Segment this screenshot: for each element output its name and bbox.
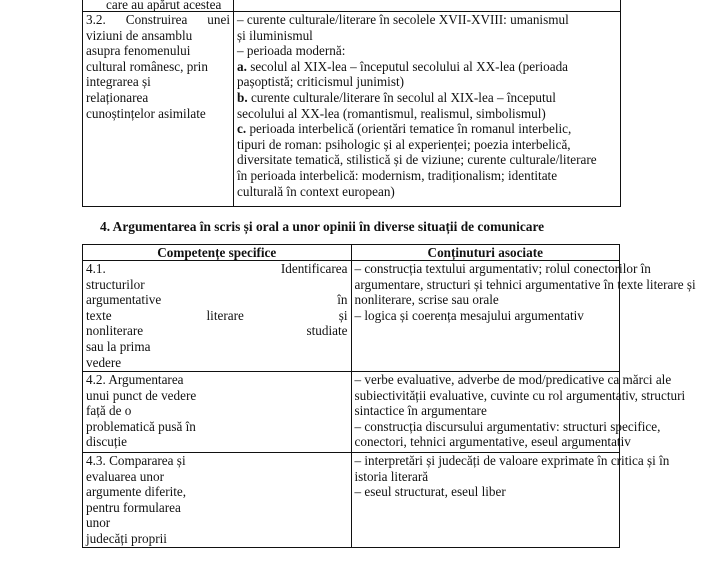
cell-line: integrarea și	[86, 74, 151, 90]
table-row	[83, 0, 621, 12]
content-line: c. perioada interbelică (orientări tematice în romanul interbelic,	[237, 121, 572, 137]
cell-line: texte literare și	[86, 307, 348, 323]
table-row	[83, 261, 620, 372]
content-line: – construcția discursului argumentativ: structuri specifice,	[354, 418, 661, 434]
content-cell	[351, 372, 686, 453]
cell-line: argumente diferite,	[86, 484, 187, 500]
content-line: – logica și coerența mesajului argumentativ	[354, 307, 584, 323]
content-line: istoria literară	[354, 468, 429, 484]
content-line: a. secolul al XIX-lea – începutul secolului al XX-lea (perioada	[237, 58, 569, 74]
cell-line: 4.3. Compararea și	[86, 453, 186, 468]
cell-line: 4.1. Identificarea	[86, 261, 348, 276]
content-line: și iluminismul	[237, 27, 313, 43]
content-line: în perioada interbelică: modernism, tradiționalism; identitate	[237, 167, 558, 183]
content-line: sintactice în argumentare	[354, 403, 487, 419]
section-4-title: 4. Argumentarea în scris și oral a unor opinii în diverse situații de comunicare	[100, 219, 545, 234]
content-line: nonliterare, scrise sau orale	[354, 292, 499, 308]
content-line: – perioada modernă:	[237, 43, 346, 59]
content-line: subiectivității evaluative, cuvinte cu rol argumentativ, structuri	[354, 387, 686, 403]
content-cell	[351, 453, 670, 548]
cell-line: argumentative în	[86, 292, 348, 308]
cell-line: față de o	[86, 403, 132, 419]
content-line: secolului al XX-lea (romantismul, realismul, simbolismul)	[237, 105, 546, 121]
cell-line: problematică pusă în	[86, 418, 196, 434]
cell-line: unui punct de vedere	[86, 387, 197, 403]
content-cell	[234, 12, 621, 207]
cell-line: 4.2. Argumentarea	[86, 372, 184, 387]
content-cell	[234, 0, 621, 12]
table-header-row	[83, 245, 620, 261]
content-line: conectori, tehnici argumentative, eseul argumentativ	[354, 434, 631, 450]
content-line: – eseul structurat, eseul liber	[354, 484, 506, 500]
content-line: argumentare, structuri și tehnici argumentative în texte literare și	[354, 276, 696, 292]
cell-line: vedere	[86, 354, 122, 370]
content-line: diversitate tematică, stilistică și de viziune; curente culturale/literare	[237, 152, 597, 168]
content-cell	[351, 261, 696, 372]
cell-line: judecăți proprii	[86, 530, 167, 546]
cell-line: viziuni de ansamblu	[86, 27, 193, 43]
content-line: pașoptistă; criticismul junimist)	[237, 74, 405, 90]
content-line: – construcția textului argumentativ; rolul conectorilor în	[354, 261, 651, 276]
cell-line: cultural românesc, prin	[86, 58, 208, 74]
cell-line: 3.2. Construirea unei	[86, 12, 230, 27]
cell-line: asupra fenomenului	[86, 43, 191, 59]
competency-cell	[83, 453, 352, 548]
column-header-contents: Conținuturi asociate	[351, 245, 620, 261]
cell-line: care au apărut acestea	[106, 0, 222, 12]
content-line: b. curente culturale/literare în secolul al XIX-lea – începutul	[237, 89, 556, 105]
cell-line: relaționarea	[86, 89, 149, 105]
table-row	[83, 12, 621, 207]
competency-cell	[83, 261, 352, 372]
cell-line: structurilor	[86, 276, 145, 292]
content-line: tipuri de roman: psihologic și al experienței; poezia interbelică,	[237, 136, 571, 152]
competency-cell	[83, 0, 234, 12]
content-line: – interpretări și judecăți de valoare exprimate în critica și în	[354, 453, 670, 468]
competency-cell	[83, 12, 234, 207]
competencies-table-section-3	[82, 0, 621, 207]
content-line: culturală în context european)	[237, 183, 395, 199]
cell-line: discuție	[86, 434, 128, 450]
cell-line: cunoștințelor asimilate	[86, 105, 206, 121]
competencies-table-section-4	[82, 244, 696, 548]
column-header-competencies: Competențe specifice	[83, 245, 352, 261]
content-line: – curente culturale/literare în secolele XVII-XVIII: umanismul	[237, 12, 569, 27]
cell-line: sau la prima	[86, 338, 151, 354]
cell-line: nonliterare studiate	[86, 323, 348, 339]
table-row	[83, 453, 620, 548]
cell-line: pentru formularea	[86, 499, 181, 515]
competency-cell	[83, 372, 352, 453]
content-line: – verbe evaluative, adverbe de mod/predicative ca mărci ale	[354, 372, 672, 387]
cell-line: evaluarea unor	[86, 468, 164, 484]
table-row	[83, 372, 620, 453]
cell-line: unor	[86, 515, 111, 531]
